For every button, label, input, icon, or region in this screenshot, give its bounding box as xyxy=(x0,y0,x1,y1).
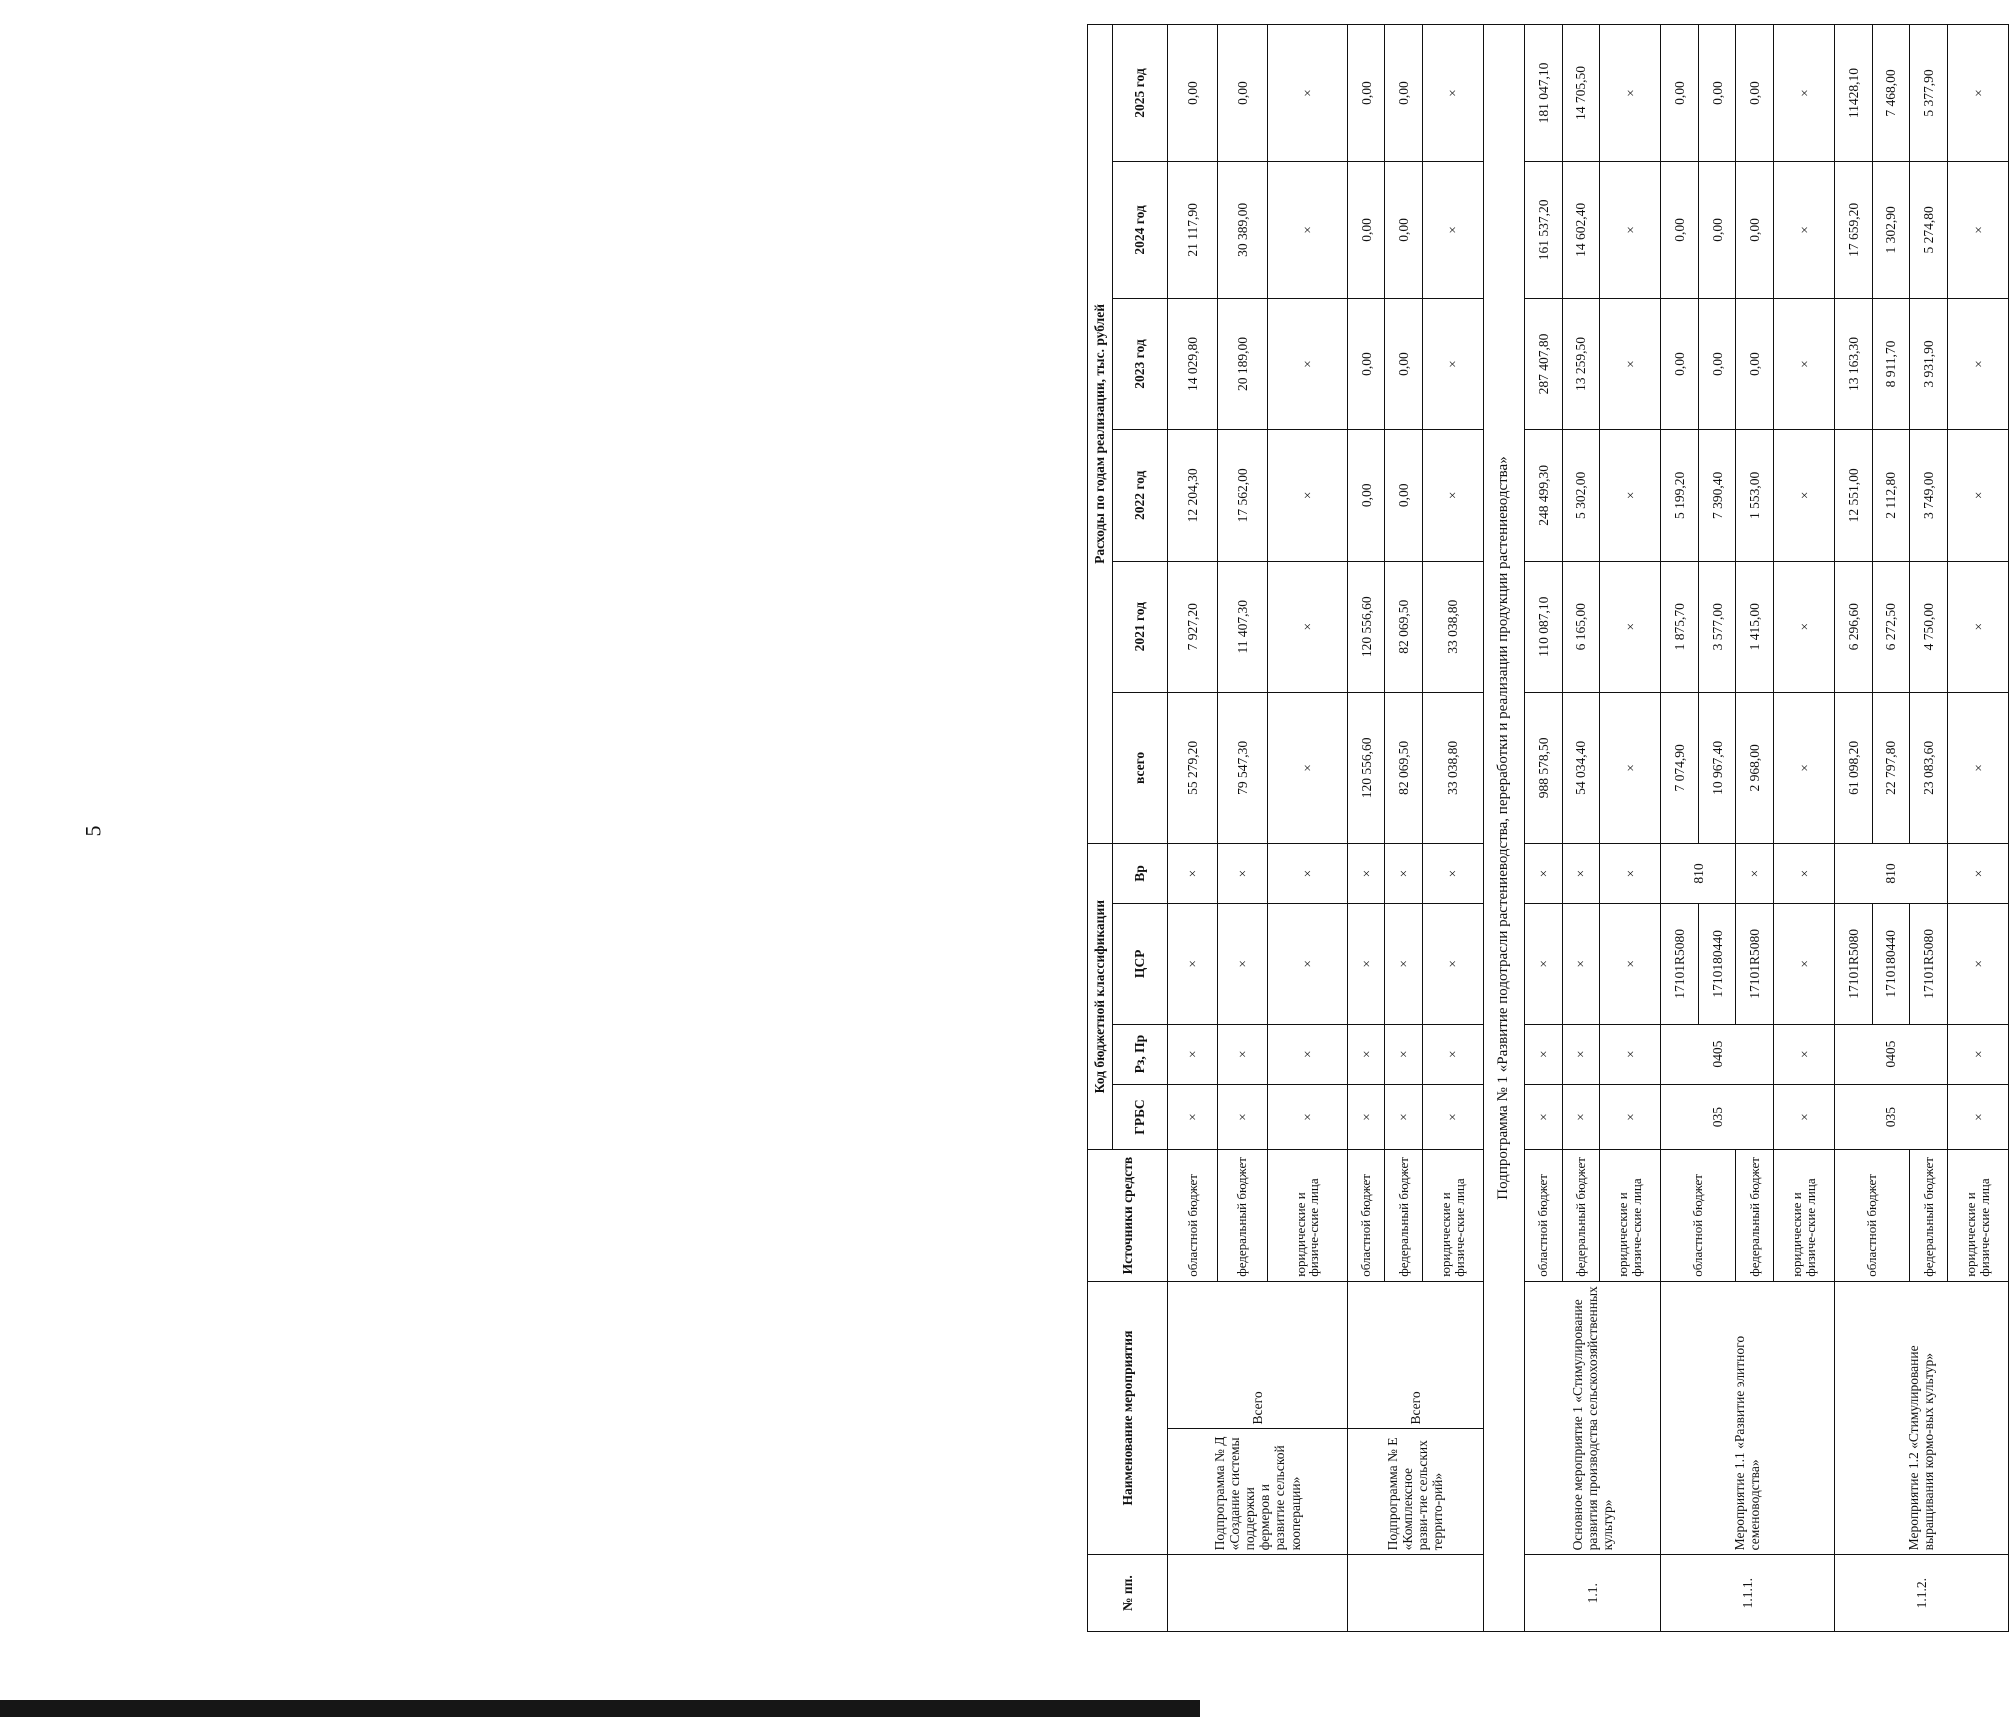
row-number: 1.1. xyxy=(1524,1555,1660,1632)
not-applicable-mark: × xyxy=(1600,692,1661,843)
value-cell: 13 259,50 xyxy=(1562,298,1600,429)
not-applicable-mark: × xyxy=(1217,1024,1267,1084)
not-applicable-mark: × xyxy=(1267,298,1347,429)
source-regional: областной бюджет xyxy=(1347,1150,1385,1281)
year-2021-header: 2021 год xyxy=(1113,561,1168,692)
value-cell: 0,00 xyxy=(1385,162,1423,299)
not-applicable-mark: × xyxy=(1774,298,1835,429)
not-applicable-mark: × xyxy=(1774,904,1835,1024)
not-applicable-mark: × xyxy=(1774,561,1835,692)
value-cell: 7 468,00 xyxy=(1872,25,1910,162)
csr-code: 17101R5080 xyxy=(1660,904,1698,1024)
not-applicable-mark: × xyxy=(1774,430,1835,561)
not-applicable-mark: × xyxy=(1600,1024,1661,1084)
value-cell: 33 038,80 xyxy=(1423,692,1484,843)
not-applicable-mark: × xyxy=(1423,1024,1484,1084)
rzpr-header: Рз, Пр xyxy=(1113,1024,1168,1084)
not-applicable-mark: × xyxy=(1524,1024,1562,1084)
not-applicable-mark: × xyxy=(1774,843,1835,903)
row-number: 1.1.1. xyxy=(1660,1555,1834,1632)
value-cell: 55 279,20 xyxy=(1168,692,1218,843)
value-cell: 10 967,40 xyxy=(1698,692,1736,843)
value-cell: 120 556,60 xyxy=(1347,561,1385,692)
not-applicable-mark: × xyxy=(1347,843,1385,903)
csr-code: 17101R5080 xyxy=(1834,904,1872,1024)
value-cell: 0,00 xyxy=(1698,25,1736,162)
csr-code: 1710180440 xyxy=(1872,904,1910,1024)
header-row-1 xyxy=(1088,25,1113,1632)
not-applicable-mark: × xyxy=(1600,1084,1661,1150)
value-cell: 0,00 xyxy=(1385,430,1423,561)
not-applicable-mark: × xyxy=(1524,1084,1562,1150)
not-applicable-mark: × xyxy=(1385,904,1423,1024)
source-federal: федеральный бюджет xyxy=(1562,1150,1600,1281)
not-applicable-mark: × xyxy=(1267,904,1347,1024)
value-cell: 0,00 xyxy=(1660,25,1698,162)
value-cell: 6 272,50 xyxy=(1872,561,1910,692)
value-cell: 988 578,50 xyxy=(1524,692,1562,843)
not-applicable-mark: × xyxy=(1168,1024,1218,1084)
not-applicable-mark: × xyxy=(1774,162,1835,299)
value-cell: 3 577,00 xyxy=(1698,561,1736,692)
value-cell: 161 537,20 xyxy=(1524,162,1562,299)
value-cell: 8 911,70 xyxy=(1872,298,1910,429)
not-applicable-mark: × xyxy=(1562,1084,1600,1150)
not-applicable-mark: × xyxy=(1423,430,1484,561)
value-cell: 17 659,20 xyxy=(1834,162,1872,299)
value-cell: 0,00 xyxy=(1736,25,1774,162)
value-cell: 0,00 xyxy=(1347,25,1385,162)
not-applicable-mark: × xyxy=(1948,162,2009,299)
source-legal-entities: юридические и физиче-ские лица xyxy=(1600,1150,1661,1281)
year-2025-header: 2025 год xyxy=(1113,25,1168,162)
not-applicable-mark: × xyxy=(1562,843,1600,903)
not-applicable-mark: × xyxy=(1774,25,1835,162)
csr-code: 1710180440 xyxy=(1698,904,1736,1024)
value-cell: 21 117,90 xyxy=(1168,162,1218,299)
source-regional: областной бюджет xyxy=(1524,1150,1562,1281)
value-cell: 82 069,50 xyxy=(1385,561,1423,692)
not-applicable-mark: × xyxy=(1774,692,1835,843)
not-applicable-mark: × xyxy=(1385,1084,1423,1150)
value-cell: 11428,10 xyxy=(1834,25,1872,162)
source-legal-entities: юридические и физиче-ские лица xyxy=(1774,1150,1835,1281)
grbs-header: ГРБС xyxy=(1113,1084,1168,1150)
measure-1-2-name: Мероприятие 1.2 «Стимулирование выращивания кормо-вых культур» xyxy=(1834,1281,2008,1555)
value-cell: 120 556,60 xyxy=(1347,692,1385,843)
not-applicable-mark: × xyxy=(1774,1024,1835,1084)
source-federal: федеральный бюджет xyxy=(1385,1150,1423,1281)
year-2024-header: 2024 год xyxy=(1113,162,1168,299)
value-cell: 287 407,80 xyxy=(1524,298,1562,429)
not-applicable-mark: × xyxy=(1267,1024,1347,1084)
value-cell: 5 199,20 xyxy=(1660,430,1698,561)
source-regional: областной бюджет xyxy=(1834,1150,1910,1281)
not-applicable-mark: × xyxy=(1948,1084,2009,1150)
source-federal: федеральный бюджет xyxy=(1217,1150,1267,1281)
value-cell: 14 705,50 xyxy=(1562,25,1600,162)
csr-code: 17101R5080 xyxy=(1736,904,1774,1024)
not-applicable-mark: × xyxy=(1347,1024,1385,1084)
value-cell: 22 797,80 xyxy=(1872,692,1910,843)
value-cell: 33 038,80 xyxy=(1423,561,1484,692)
not-applicable-mark: × xyxy=(1168,904,1218,1024)
not-applicable-mark: × xyxy=(1600,904,1661,1024)
value-cell: 0,00 xyxy=(1660,298,1698,429)
value-cell: 7 927,20 xyxy=(1168,561,1218,692)
not-applicable-mark: × xyxy=(1217,904,1267,1024)
value-cell: 5 377,90 xyxy=(1910,25,1948,162)
main-measure-1-name: Основное мероприятие 1 «Стимулирование развития производства сельскохозяйственных культур» xyxy=(1524,1281,1660,1555)
col-name-header: Наименование мероприятия xyxy=(1088,1281,1168,1555)
value-cell: 0,00 xyxy=(1385,298,1423,429)
not-applicable-mark: × xyxy=(1948,843,2009,903)
not-applicable-mark: × xyxy=(1948,561,2009,692)
subprogram-d-name: Подпрограмма № Д «Создание системы поддержки фермеров и развитие сельской кооперации» xyxy=(1168,1429,1348,1555)
col-budget-code-header: Код бюджетной классификации xyxy=(1088,843,1113,1149)
not-applicable-mark: × xyxy=(1267,843,1347,903)
value-cell: 20 189,00 xyxy=(1217,298,1267,429)
table-row xyxy=(1168,25,1218,1632)
not-applicable-mark: × xyxy=(1267,561,1347,692)
value-cell: 0,00 xyxy=(1168,25,1218,162)
value-cell: 0,00 xyxy=(1347,430,1385,561)
not-applicable-mark: × xyxy=(1267,1084,1347,1150)
not-applicable-mark: × xyxy=(1600,843,1661,903)
budget-table xyxy=(1087,24,2009,1632)
measure-1-1-name: Мероприятие 1.1 «Развитие элитного семеноводства» xyxy=(1660,1281,1834,1555)
grbs-code: 035 xyxy=(1834,1084,1947,1150)
not-applicable-mark: × xyxy=(1423,25,1484,162)
not-applicable-mark: × xyxy=(1774,1084,1835,1150)
value-cell: 5 274,80 xyxy=(1910,162,1948,299)
source-legal-entities: юридические и физиче-ские лица xyxy=(1267,1150,1347,1281)
not-applicable-mark: × xyxy=(1948,298,2009,429)
not-applicable-mark: × xyxy=(1948,430,2009,561)
not-applicable-mark: × xyxy=(1217,1084,1267,1150)
table-row xyxy=(1834,25,1872,1632)
not-applicable-mark: × xyxy=(1948,692,2009,843)
not-applicable-mark: × xyxy=(1948,904,2009,1024)
total-header: всего xyxy=(1113,692,1168,843)
source-federal: федеральный бюджет xyxy=(1910,1150,1948,1281)
row-number xyxy=(1168,1555,1348,1632)
value-cell: 3 931,90 xyxy=(1910,298,1948,429)
value-cell: 0,00 xyxy=(1698,298,1736,429)
csr-header: ЦСР xyxy=(1113,904,1168,1024)
value-cell: 54 034,40 xyxy=(1562,692,1600,843)
not-applicable-mark: × xyxy=(1736,843,1774,903)
value-cell: 11 407,30 xyxy=(1217,561,1267,692)
total-label: Всего xyxy=(1347,1281,1483,1429)
value-cell: 0,00 xyxy=(1347,162,1385,299)
value-cell: 14 029,80 xyxy=(1168,298,1218,429)
not-applicable-mark: × xyxy=(1600,298,1661,429)
value-cell: 79 547,30 xyxy=(1217,692,1267,843)
total-label: Всего xyxy=(1168,1281,1348,1429)
not-applicable-mark: × xyxy=(1423,904,1484,1024)
not-applicable-mark: × xyxy=(1423,298,1484,429)
vr-code: 810 xyxy=(1660,843,1736,903)
value-cell: 0,00 xyxy=(1736,298,1774,429)
value-cell: 30 389,00 xyxy=(1217,162,1267,299)
value-cell: 0,00 xyxy=(1347,298,1385,429)
value-cell: 6 296,60 xyxy=(1834,561,1872,692)
value-cell: 14 602,40 xyxy=(1562,162,1600,299)
value-cell: 5 302,00 xyxy=(1562,430,1600,561)
value-cell: 4 750,00 xyxy=(1910,561,1948,692)
not-applicable-mark: × xyxy=(1423,1084,1484,1150)
not-applicable-mark: × xyxy=(1562,1024,1600,1084)
table-row xyxy=(1660,25,1698,1632)
not-applicable-mark: × xyxy=(1217,843,1267,903)
subprogram-title-row xyxy=(1483,25,1524,1632)
not-applicable-mark: × xyxy=(1385,1024,1423,1084)
value-cell: 1 553,00 xyxy=(1736,430,1774,561)
row-number xyxy=(1347,1555,1483,1632)
not-applicable-mark: × xyxy=(1600,25,1661,162)
not-applicable-mark: × xyxy=(1267,430,1347,561)
not-applicable-mark: × xyxy=(1600,430,1661,561)
not-applicable-mark: × xyxy=(1600,561,1661,692)
source-federal: федеральный бюджет xyxy=(1736,1150,1774,1281)
source-regional: областной бюджет xyxy=(1660,1150,1736,1281)
not-applicable-mark: × xyxy=(1385,843,1423,903)
not-applicable-mark: × xyxy=(1423,843,1484,903)
value-cell: 13 163,30 xyxy=(1834,298,1872,429)
value-cell: 82 069,50 xyxy=(1385,692,1423,843)
not-applicable-mark: × xyxy=(1948,25,2009,162)
value-cell: 17 562,00 xyxy=(1217,430,1267,561)
rzpr-code: 0405 xyxy=(1834,1024,1947,1084)
not-applicable-mark: × xyxy=(1347,904,1385,1024)
value-cell: 3 749,00 xyxy=(1910,430,1948,561)
value-cell: 110 087,10 xyxy=(1524,561,1562,692)
csr-code: 17101R5080 xyxy=(1910,904,1948,1024)
not-applicable-mark: × xyxy=(1524,904,1562,1024)
scan-edge-bar xyxy=(0,1700,1200,1717)
year-2022-header: 2022 год xyxy=(1113,430,1168,561)
source-legal-entities: юридические и физиче-ские лица xyxy=(1423,1150,1484,1281)
not-applicable-mark: × xyxy=(1267,25,1347,162)
col-expenses-header: Расходы по годам реализации, тыс. рублей xyxy=(1088,25,1113,844)
value-cell: 23 083,60 xyxy=(1910,692,1948,843)
value-cell: 248 499,30 xyxy=(1524,430,1562,561)
value-cell: 0,00 xyxy=(1217,25,1267,162)
value-cell: 7 074,90 xyxy=(1660,692,1698,843)
not-applicable-mark: × xyxy=(1168,1084,1218,1150)
table-row xyxy=(1524,25,1562,1632)
value-cell: 7 390,40 xyxy=(1698,430,1736,561)
value-cell: 12 204,30 xyxy=(1168,430,1218,561)
not-applicable-mark: × xyxy=(1562,904,1600,1024)
col-source-header: Источники средств xyxy=(1088,1150,1168,1281)
not-applicable-mark: × xyxy=(1347,1084,1385,1150)
rzpr-code: 0405 xyxy=(1660,1024,1773,1084)
value-cell: 6 165,00 xyxy=(1562,561,1600,692)
source-regional: областной бюджет xyxy=(1168,1150,1218,1281)
not-applicable-mark: × xyxy=(1524,843,1562,903)
value-cell: 1 302,90 xyxy=(1872,162,1910,299)
row-number: 1.1.2. xyxy=(1834,1555,2008,1632)
value-cell: 0,00 xyxy=(1660,162,1698,299)
subprogram-1-title: Подпрограмма № 1 «Развитие подотрасли растениеводства, переработки и реализации продукции растениеводства» xyxy=(1483,25,1524,1632)
not-applicable-mark: × xyxy=(1267,692,1347,843)
value-cell: 2 968,00 xyxy=(1736,692,1774,843)
value-cell: 1 415,00 xyxy=(1736,561,1774,692)
col-no-header: № пп. xyxy=(1088,1555,1168,1632)
page-number: 5 xyxy=(80,825,106,837)
value-cell: 61 098,20 xyxy=(1834,692,1872,843)
not-applicable-mark: × xyxy=(1423,162,1484,299)
year-2023-header: 2023 год xyxy=(1113,298,1168,429)
value-cell: 0,00 xyxy=(1385,25,1423,162)
value-cell: 0,00 xyxy=(1736,162,1774,299)
subprogram-e-name: Подпрограмма № Е «Комплексное разви-тие сельских террито-рий» xyxy=(1347,1429,1483,1555)
value-cell: 0,00 xyxy=(1698,162,1736,299)
value-cell: 12 551,00 xyxy=(1834,430,1872,561)
source-legal-entities: юридические и физиче-ские лица xyxy=(1948,1150,2009,1281)
not-applicable-mark: × xyxy=(1267,162,1347,299)
value-cell: 181 047,10 xyxy=(1524,25,1562,162)
not-applicable-mark: × xyxy=(1600,162,1661,299)
value-cell: 2 112,80 xyxy=(1872,430,1910,561)
budget-table-rotated xyxy=(1087,24,2009,1632)
grbs-code: 035 xyxy=(1660,1084,1773,1150)
vr-code: 810 xyxy=(1834,843,1947,903)
vr-header: Вр xyxy=(1113,843,1168,903)
not-applicable-mark: × xyxy=(1168,843,1218,903)
table-row xyxy=(1347,25,1385,1632)
value-cell: 1 875,70 xyxy=(1660,561,1698,692)
not-applicable-mark: × xyxy=(1948,1024,2009,1084)
